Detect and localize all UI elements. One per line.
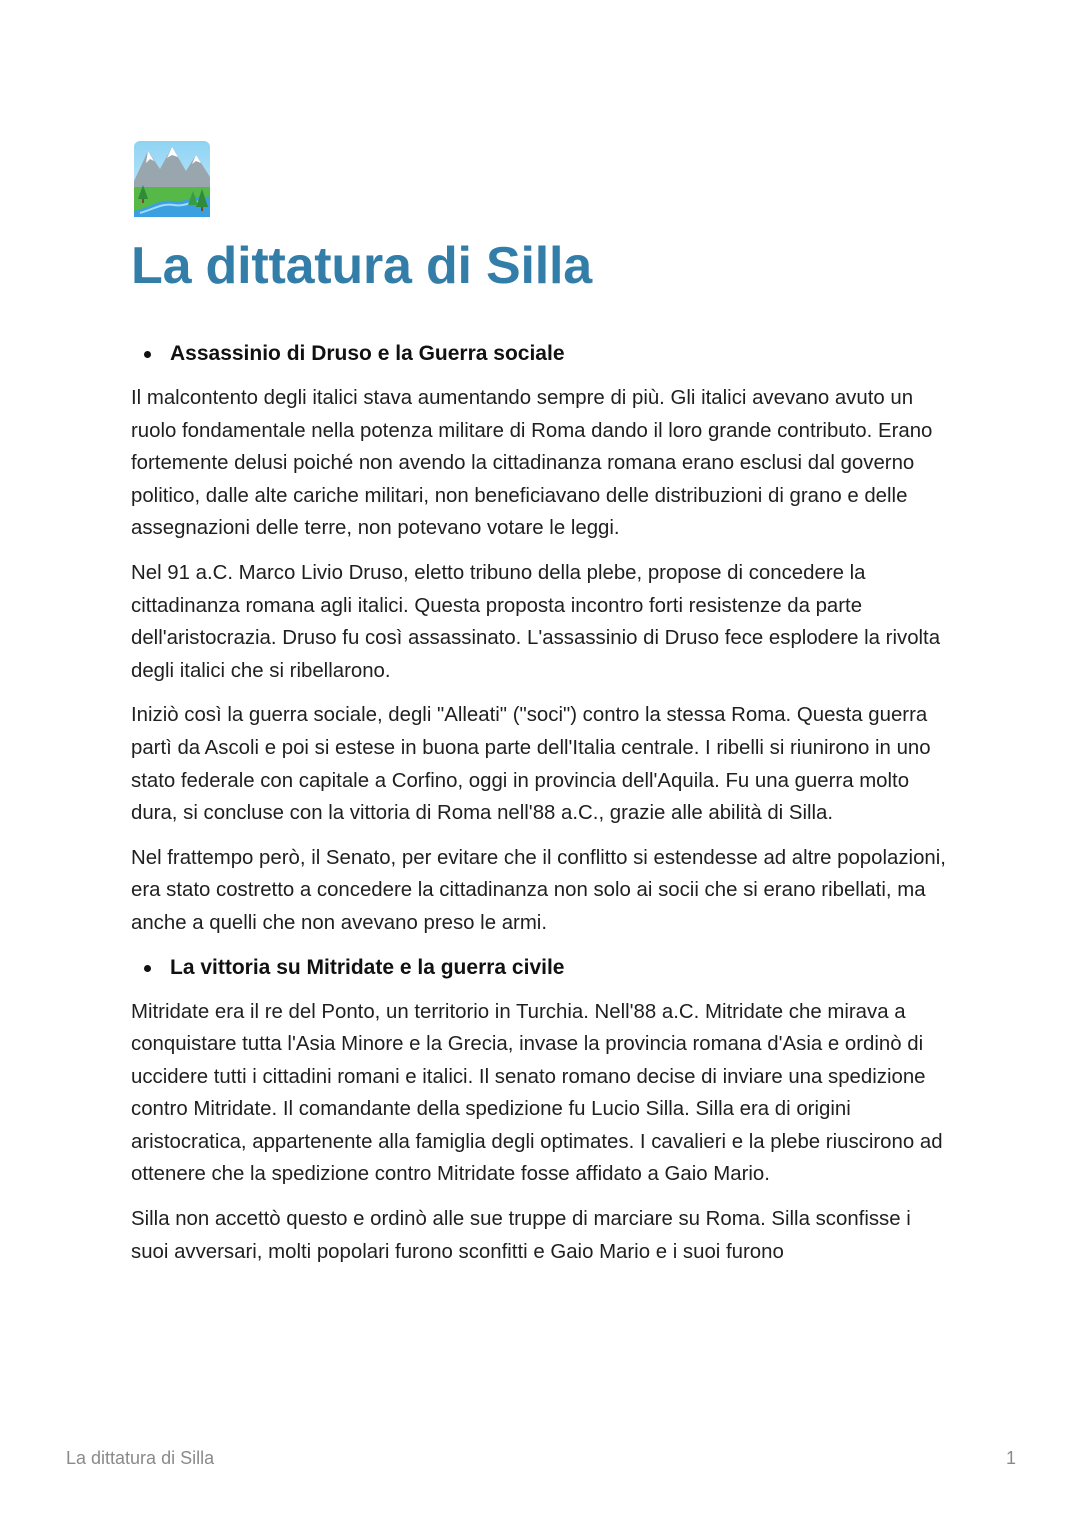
page-title: La dittatura di Silla	[131, 237, 592, 295]
paragraph: Iniziò così la guerra sociale, degli "Alleati" ("soci") contro la stessa Roma. Questa guerra partì da Ascoli e poi si estese in buona parte dell'Italia centrale. I ribelli si riunirono in uno stato federale con capitale a Corfino, oggi in provincia dell'Aquila. Fu una guerra molto dura, si concluse con la vittoria di Roma nell'88 a.C., grazie alle abilità di Silla.	[131, 704, 931, 825]
paragraph: Nel frattempo però, il Senato, per evitare che il conflitto si estendesse ad altre popolazioni, era stato costretto a concedere la cittadinanza non solo ai socii che si erano ribellati, ma anche a quelli che non avevano preso le armi.	[131, 846, 946, 934]
paragraph: Mitridate era il re del Ponto, un territorio in Turchia. Nell'88 a.C. Mitridate che mirava a conquistare tutta l'Asia Minore e la Grecia, invase la provincia romana d'Asia e ordinò di uccidere tutti i cittadini romani e italici. Il senato romano decise di inviare una spedizione contro Mitridate. Il comandante della spedizione fu Lucio Silla. Silla era di origini aristocratica, appartenente alla famiglia degli optimates. I cavalieri e la plebe riuscirono ad ottenere che la spedizione contro Mitridate fosse affidato a Gaio Mario.	[131, 1000, 943, 1186]
section-heading-text: La vittoria su Mitridate e la guerra civile	[170, 955, 565, 979]
paragraph: Il malcontento degli italici stava aumentando sempre di più. Gli italici avevano avuto un ruolo fondamentale nella potenza militare di Roma dando il loro grande contributo. Erano fortemente delusi poiché non avendo la cittadinanza romana erano esclusi dal governo politico, dalle alte cariche militari, non beneficiavano delle distribuzioni di grano e delle assegnazioni delle terre, non potevano votare le leggi.	[131, 387, 933, 540]
section-heading	[131, 338, 951, 370]
footer-title: La dittatura di Silla	[66, 1448, 215, 1468]
document-body	[131, 338, 951, 1280]
national-park-icon	[134, 141, 210, 217]
bullet-icon	[144, 965, 151, 972]
paragraph: Nel 91 a.C. Marco Livio Druso, eletto tribuno della plebe, propose di concedere la cittadinanza romana agli italici. Questa proposta incontro forti resistenze da parte dell'aristocrazia. Druso fu così assassinato. L'assassinio di Druso fece esplodere la rivolta degli italici che si ribellarono.	[131, 561, 941, 682]
paragraph: Silla non accettò questo e ordinò alle sue truppe di marciare su Roma. Silla sconfisse i suoi avversari, molti popolari furono sconfitti e Gaio Mario e i suoi furono	[131, 1208, 911, 1263]
section-heading-text: Assassinio di Druso e la Guerra sociale	[170, 342, 565, 365]
section-heading	[131, 952, 951, 984]
page-number: 1	[1005, 1448, 1016, 1468]
bullet-icon	[144, 351, 151, 358]
